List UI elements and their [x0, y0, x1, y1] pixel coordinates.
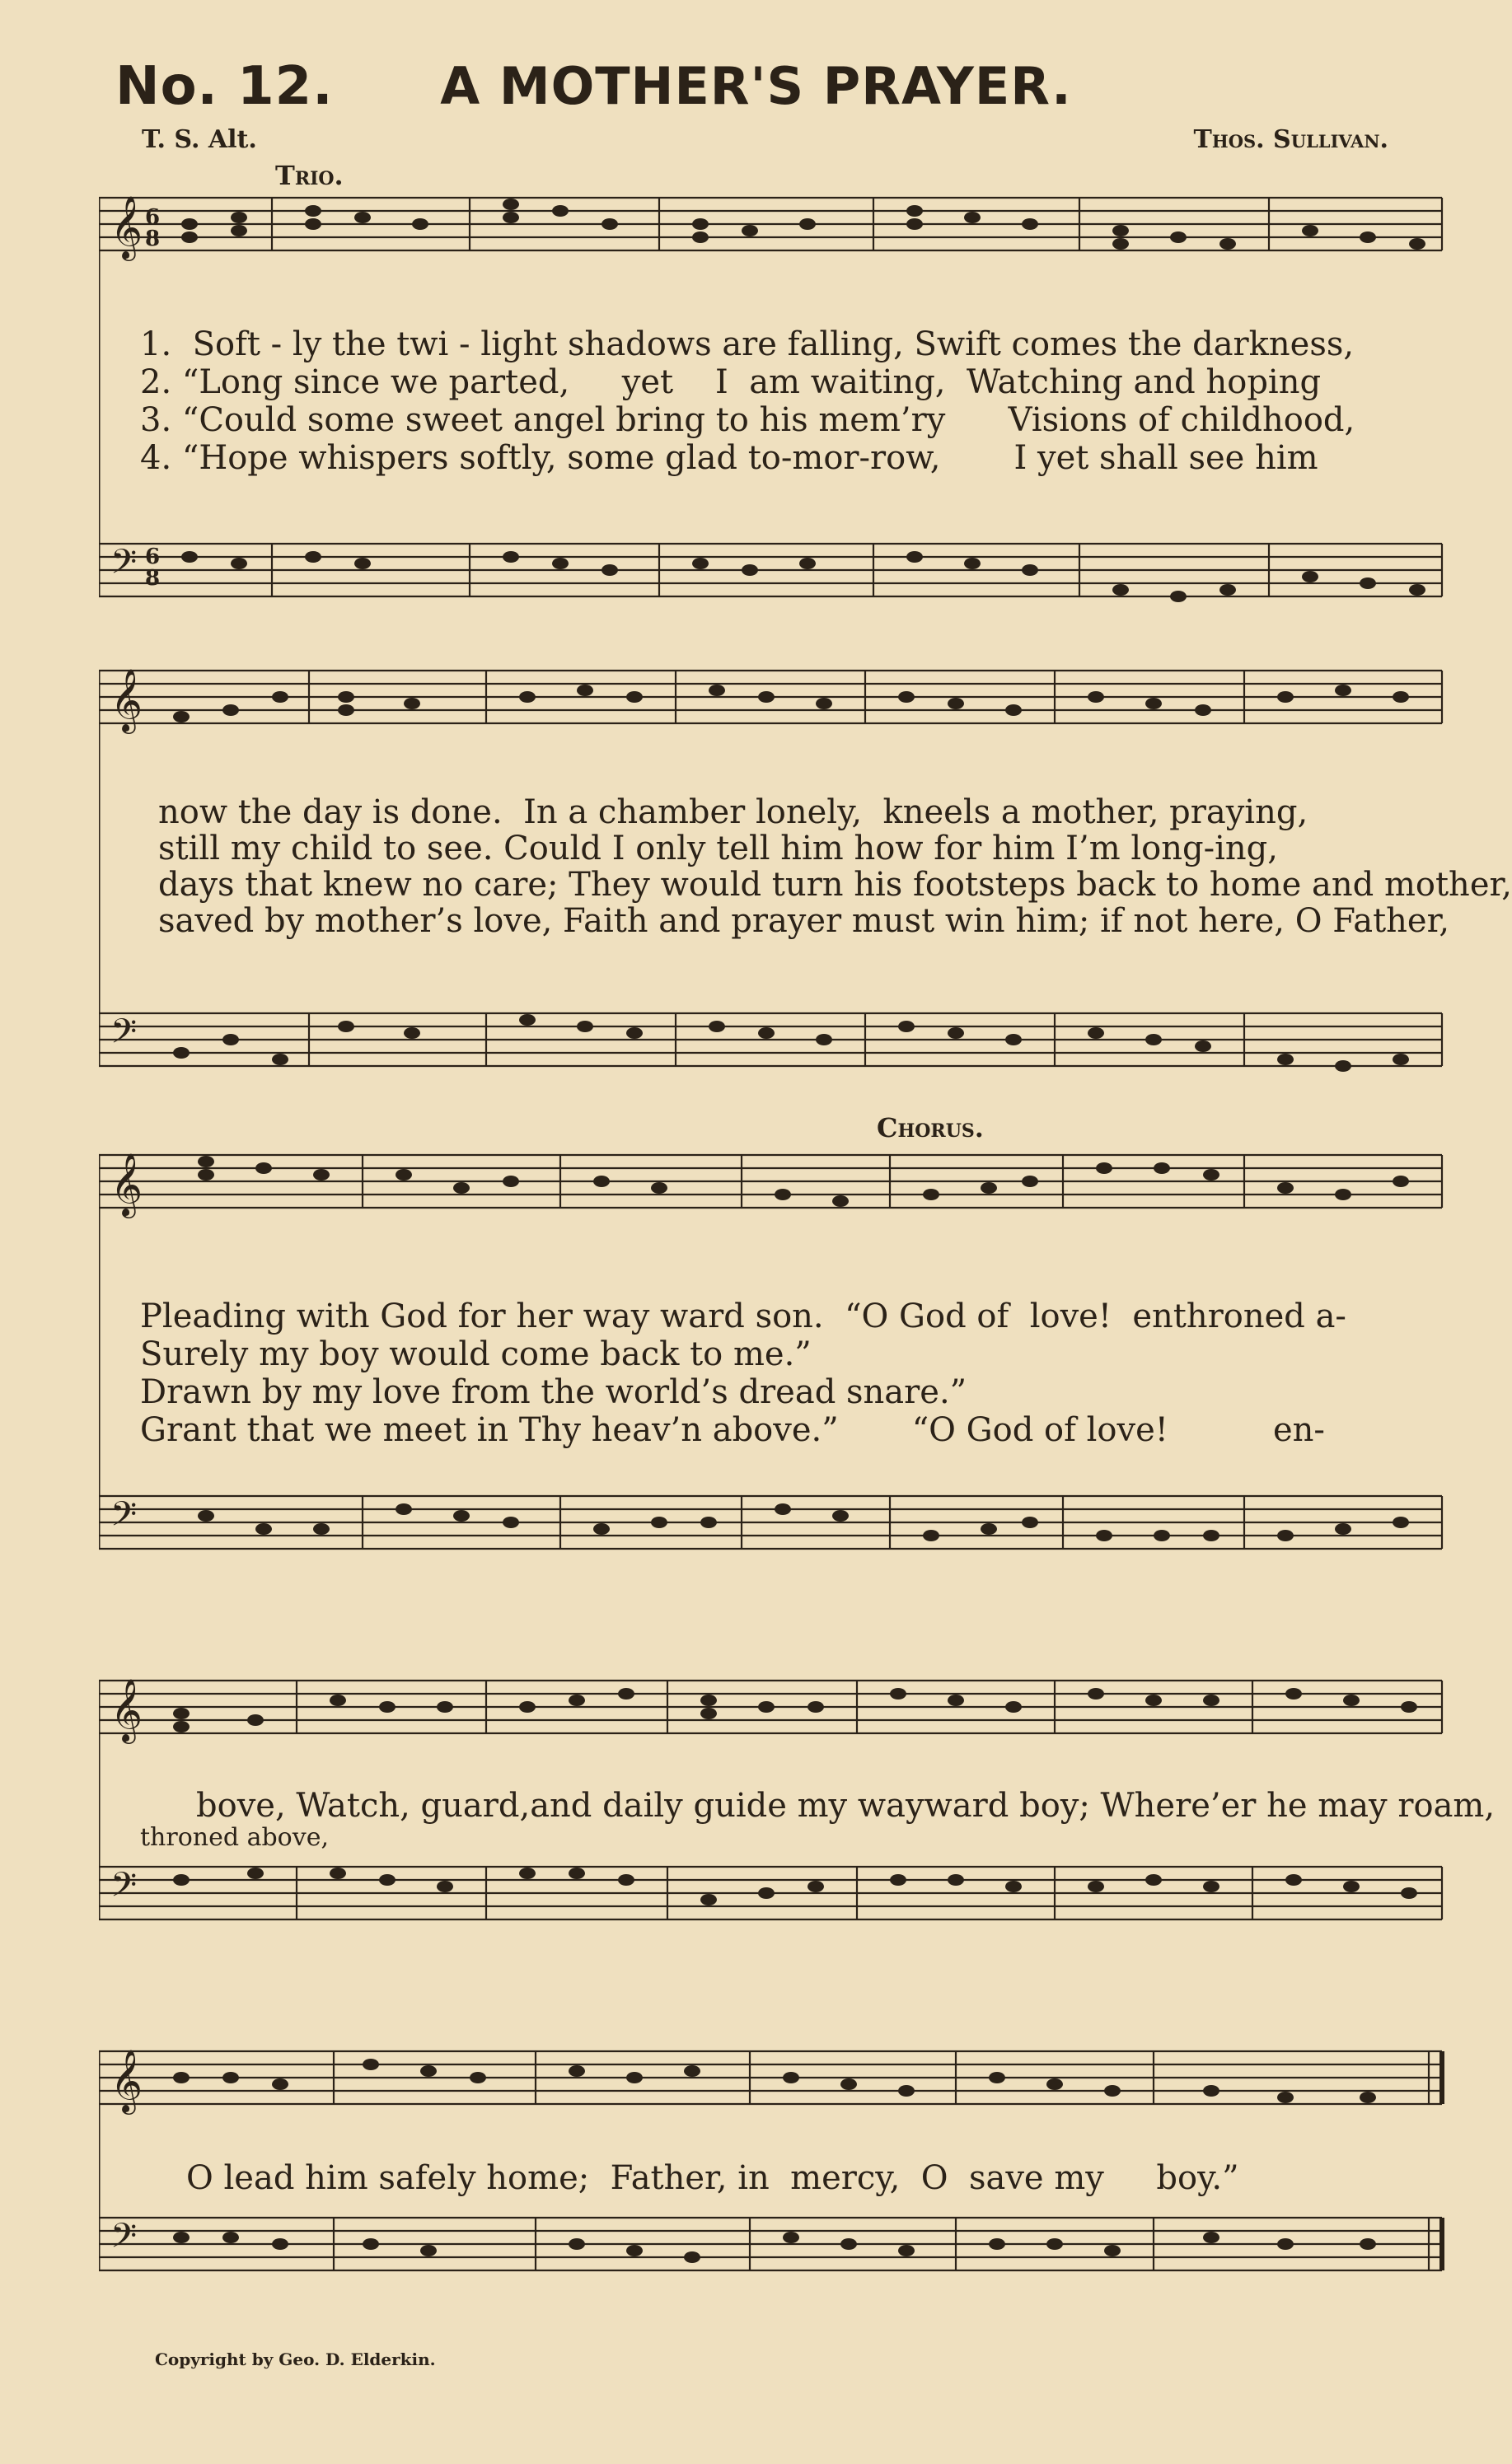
svg-text:8: 8 — [145, 227, 161, 251]
lyric-line: Pleading with God for her way ward son. “O God of love! enthroned a- — [140, 1297, 1346, 1335]
lyric-line: Surely my boy would come back to me.” — [140, 1335, 812, 1373]
hymn-number: No. 12. — [115, 56, 334, 117]
svg-text:𝄢: 𝄢 — [110, 1865, 138, 1913]
svg-text:𝄢: 𝄢 — [110, 542, 138, 590]
svg-text:6: 6 — [145, 545, 161, 569]
svg-text:𝄞: 𝄞 — [110, 195, 143, 259]
composer-credit: Thos. Sullivan. — [1193, 125, 1388, 154]
music-system-5 — [99, 2027, 1450, 2290]
lyric-line: Drawn by my love from the world’s dread snare.” — [140, 1373, 967, 1411]
lyric-line: 2. “Long since we parted, yet I am waiting, Watching and hoping — [140, 363, 1322, 401]
lyric-line: 1. Soft - ly the twi - light shadows are falling, Swift comes the darkness, — [140, 325, 1355, 363]
lyric-line: throned above, — [140, 1823, 329, 1852]
lyricist-credit: T. S. Alt. — [142, 125, 257, 154]
svg-text:𝄞: 𝄞 — [110, 668, 143, 732]
lyric-line: days that knew no care; They would turn his footsteps back to home and mother, — [158, 866, 1512, 904]
hymn-title: A MOTHER'S PRAYER. — [440, 56, 1072, 116]
chorus-marker: Chorus. — [877, 1112, 984, 1143]
verses-block-1 — [140, 325, 1355, 477]
svg-text:6: 6 — [145, 205, 161, 230]
svg-text:𝄞: 𝄞 — [110, 1678, 143, 1742]
verses-block-3 — [140, 1297, 1346, 1449]
svg-text:𝄞: 𝄞 — [110, 1153, 143, 1216]
svg-text:𝄢: 𝄢 — [110, 2216, 138, 2264]
copyright-notice: Copyright by Geo. D. Elderkin. — [155, 2349, 436, 2369]
lyric-line: O lead him safely home; Father, in mercy, O save my boy.” — [186, 2159, 1239, 2197]
svg-text:𝄢: 𝄢 — [110, 1494, 138, 1542]
svg-text:8: 8 — [145, 566, 161, 591]
lyric-line: Grant that we meet in Thy heav’n above.” “O God of love! en- — [140, 1411, 1325, 1449]
verses-block-4 — [140, 1787, 1496, 1852]
svg-text:𝄞: 𝄞 — [110, 2049, 143, 2112]
lyric-line: 3. “Could some sweet angel bring to his mem’ry Visions of childhood, — [140, 401, 1355, 439]
lyric-line: 4. “Hope whispers softly, some glad to-mor-row, I yet shall see him — [140, 439, 1318, 477]
lyric-line: saved by mother’s love, Faith and prayer must win him; if not here, O Father, — [158, 902, 1450, 940]
trio-marker: Trio. — [275, 160, 344, 191]
lyric-line: bove, Watch, guard,and daily guide my wayward boy; Where’er he may roam, — [196, 1787, 1496, 1825]
lyric-line: still my child to see. Could I only tell him how for him I’m long-ing, — [158, 830, 1278, 867]
svg-text:𝄢: 𝄢 — [110, 1012, 138, 1059]
verses-block-2 — [158, 793, 1512, 940]
verses-block-5 — [186, 2159, 1239, 2197]
lyric-line: now the day is done. In a chamber lonely, kneels a mother, praying, — [158, 793, 1308, 831]
